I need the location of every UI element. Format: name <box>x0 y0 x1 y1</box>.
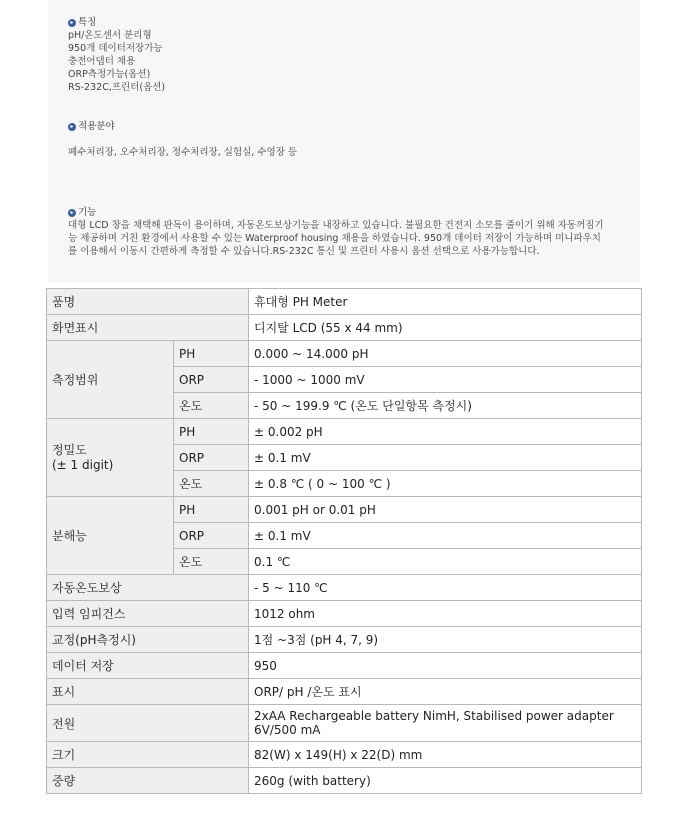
functions-section <box>68 206 608 258</box>
bullet-icon: ▸ <box>68 123 76 131</box>
applications-title: 적용분야 <box>78 121 115 132</box>
spec-value: - 1000 ~ 1000 mV <box>249 367 642 393</box>
feature-item: 충전어댑터 채용 <box>68 56 136 67</box>
table-row <box>47 601 642 627</box>
table-row <box>47 768 642 794</box>
spec-label: 표시 <box>47 679 249 705</box>
spec-value: 휴대형 PH Meter <box>249 289 642 315</box>
table-row <box>47 289 642 315</box>
features-title: 특징 <box>78 17 97 28</box>
spec-value: 2xAA Rechargeable battery NimH, Stabilised power adapter 6V/500 mA <box>249 705 642 742</box>
spec-sublabel: ORP <box>174 523 249 549</box>
spec-value: 950 <box>249 653 642 679</box>
spec-value: ± 0.1 mV <box>249 523 642 549</box>
spec-value: 0.001 pH or 0.01 pH <box>249 497 642 523</box>
table-row <box>47 341 642 367</box>
spec-value: 1012 ohm <box>249 601 642 627</box>
table-row <box>47 705 642 742</box>
spec-label: 교정(pH측정시) <box>47 627 249 653</box>
spec-value: ± 0.8 ℃ ( 0 ~ 100 ℃ ) <box>249 471 642 497</box>
applications-text: 폐수처리장, 오수처리장, 정수처리장, 실험실, 수영장 등 <box>68 147 298 158</box>
spec-label: 측정범위 <box>47 341 174 419</box>
features-heading <box>68 16 165 29</box>
spec-label: 전원 <box>47 705 249 742</box>
spec-value: ± 0.1 mV <box>249 445 642 471</box>
spec-sublabel: ORP <box>174 445 249 471</box>
spec-sublabel: PH <box>174 497 249 523</box>
table-row <box>47 419 642 445</box>
spec-sublabel: 온도 <box>174 471 249 497</box>
spec-value: - 5 ~ 110 ℃ <box>249 575 642 601</box>
spec-label: 크기 <box>47 742 249 768</box>
table-row <box>47 679 642 705</box>
spec-label: 화면표시 <box>47 315 249 341</box>
feature-item: RS-232C,프린터(옵션) <box>68 82 166 93</box>
spec-table <box>46 288 642 794</box>
bullet-icon: ▸ <box>68 19 76 27</box>
spec-sublabel: ORP <box>174 367 249 393</box>
table-row <box>47 653 642 679</box>
table-row <box>47 742 642 768</box>
spec-sublabel: PH <box>174 419 249 445</box>
spec-value: ± 0.002 pH <box>249 419 642 445</box>
accuracy-label: 정밀도 <box>52 442 87 457</box>
features-section <box>68 16 165 94</box>
spec-value: 0.000 ~ 14.000 pH <box>249 341 642 367</box>
spec-sublabel: PH <box>174 341 249 367</box>
spec-value: 260g (with battery) <box>249 768 642 794</box>
feature-item: 950개 데이터저장가능 <box>68 43 163 54</box>
spec-label: 분해능 <box>47 497 174 575</box>
bullet-icon: ▸ <box>68 209 76 217</box>
spec-label: 자동온도보상 <box>47 575 249 601</box>
table-row <box>47 497 642 523</box>
spec-label <box>47 419 174 497</box>
spec-label: 품명 <box>47 289 249 315</box>
spec-value: 82(W) x 149(H) x 22(D) mm <box>249 742 642 768</box>
table-row <box>47 315 642 341</box>
spec-value: 1점 ~3점 (pH 4, 7, 9) <box>249 627 642 653</box>
accuracy-label-note: (± 1 digit) <box>52 457 114 472</box>
applications-section <box>68 120 297 159</box>
functions-text: 대형 LCD 창을 채택해 판독이 용이하며, 자동온도보상기능을 내장하고 있습니다. 불필요한 건전지 소모를 줄이기 위해 자동꺼짐기능 제공하며 거친 환경에서 사용할 수 있는 Waterproof housing 채용을 하였습니다. 950개 데이터 저장이 가능하며 미니파우치를 이용해서 이동시 간편하게 측정할 수 있습니다.RS-232C 통신 및 프린터 사용시 옵션 선택으로 사용가능합니다. <box>68 220 604 257</box>
spec-value: - 50 ~ 199.9 ℃ (온도 단일항목 측정시) <box>249 393 642 419</box>
spec-label: 데이터 저장 <box>47 653 249 679</box>
spec-sublabel: 온도 <box>174 549 249 575</box>
applications-heading <box>68 120 297 133</box>
spec-label: 중량 <box>47 768 249 794</box>
feature-item: pH/온도센서 분리형 <box>68 30 152 41</box>
spec-sublabel: 온도 <box>174 393 249 419</box>
spec-value: 0.1 ℃ <box>249 549 642 575</box>
spec-value: 디지탈 LCD (55 x 44 mm) <box>249 315 642 341</box>
feature-item: ORP측정가능(옵션) <box>68 69 151 80</box>
spec-label: 입력 임피건스 <box>47 601 249 627</box>
functions-title: 기능 <box>78 207 97 218</box>
spec-value: ORP/ pH /온도 표시 <box>249 679 642 705</box>
table-row <box>47 575 642 601</box>
functions-heading <box>68 206 608 219</box>
table-row <box>47 627 642 653</box>
